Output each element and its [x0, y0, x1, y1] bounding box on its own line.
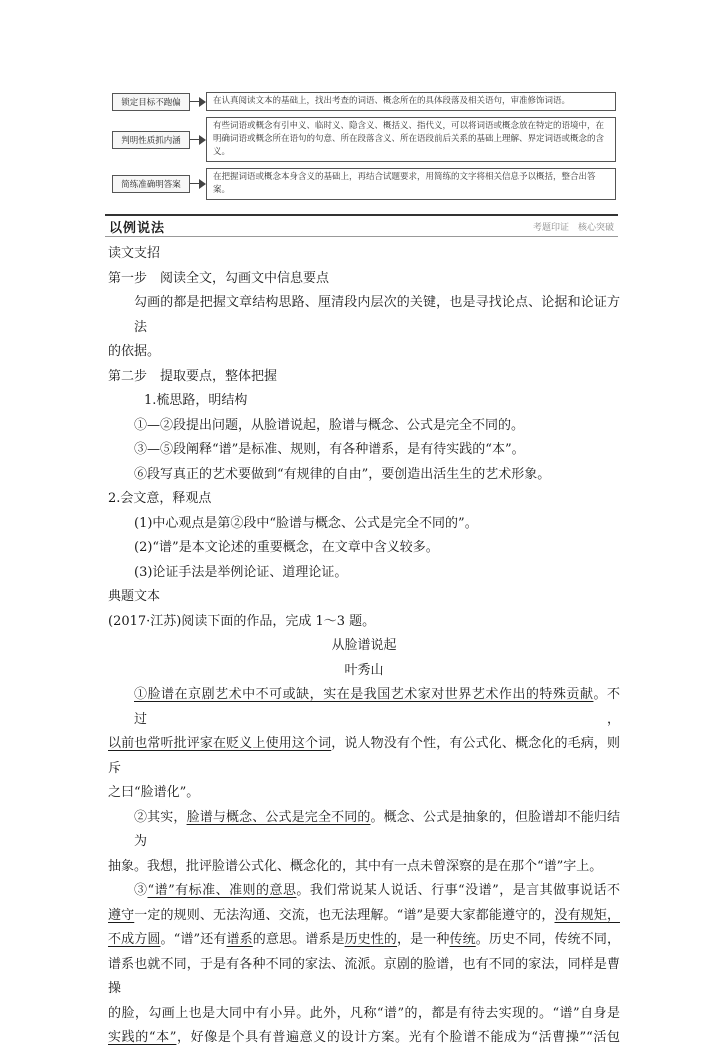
flow-row-2 — [112, 117, 616, 162]
paragraph-1: ①脸谱在京剧艺术中不可或缺，实在是我国艺术家对世界艺术作出的特殊贡献。不过， — [134, 687, 620, 727]
section-subtitle: 考题印证 核心突破 — [532, 223, 614, 233]
flow-label-3: 简练准确明答案 — [112, 175, 190, 193]
underlined-phrase: 实践的“本” — [108, 1030, 177, 1045]
underlined-phrase: 遵守 — [108, 907, 135, 923]
paragraph-2: ②其实，脸谱与概念、公式是完全不同的。概念、公式是抽象的，但脸谱却不能归结为 — [134, 809, 620, 849]
underlined-phrase: 不成方圆 — [108, 932, 161, 947]
underlined-phrase: 脸谱与概念、公式是完全不同的 — [186, 809, 371, 825]
heading-sample-text: 典题文本 — [108, 589, 161, 604]
paragraph-3-cont: 谱系也就不同，于是有各种不同的家法、流派。京剧的脸谱，也有不同的家法，同样是曹操 — [108, 956, 620, 996]
section-title: 以例说法 — [109, 221, 166, 236]
underlined-phrase: 谱系 — [226, 932, 253, 947]
point-1: 1.梳思路，明结构 — [144, 393, 248, 408]
section-header — [105, 214, 618, 237]
method-flowchart — [112, 92, 616, 200]
arrow-icon — [190, 179, 206, 189]
article-title: 从脸谱说起 — [331, 638, 397, 653]
flow-label-2: 判明性质抓内涵 — [112, 131, 190, 149]
point-1-c: ⑥段写真正的艺术要做到“有规律的自由”，要创造出活生生的艺术形象。 — [134, 466, 551, 482]
flow-desc-2: 有些词语或概念有引申义、临时义、隐含义、概括义、指代义，可以将词语或概念放在特定的语境中，在明确词语或概念所在语句的句意、所在段落含义、所在语段前后关系的基础上理解、界定词语或概念的含义。 — [206, 117, 616, 162]
step-one-text-cont: 的依据。 — [108, 344, 161, 359]
heading-reading-tips: 读文支招 — [108, 246, 161, 261]
paragraph-3: ③“谱”有标准、准则的意思。我们常说某人说话、行事“没谱”，是言其做事说话不 — [134, 883, 620, 898]
paragraph-3-cont: 不成方圆。“谱”还有谱系的意思。谱系是历史性的，是一种传统。历史不同，传统不同， — [108, 932, 620, 947]
paragraph-3-cont: 遵守一定的规则、无法沟通、交流，也无法理解。“谱”是要大家都能遵守的，没有规矩， — [108, 907, 620, 923]
arrow-icon — [190, 135, 206, 145]
body-text — [108, 242, 620, 1051]
underlined-phrase: 以前也常听批评家在贬义上使用这个词 — [108, 736, 332, 751]
flow-row-1 — [112, 92, 616, 111]
point-2-c: (3)论证手法是举例论证、道理论证。 — [134, 564, 348, 580]
exam-source: (2017·江苏)阅读下面的作品，完成 1～3 题。 — [108, 613, 376, 629]
underlined-phrase: 历史性的 — [344, 932, 398, 947]
underlined-phrase: “谱”有标准、准则的意思 — [147, 883, 297, 898]
paragraph-1-end: 之曰“脸谱化”。 — [108, 785, 200, 800]
underlined-phrase: 没有规矩， — [554, 907, 620, 923]
point-1-b: ③—⑤段阐释“谱”是标准、规则，有各种谱系，是有待实践的“本”。 — [134, 442, 525, 457]
flow-label-1: 锁定目标不跑偏 — [112, 93, 190, 111]
flow-desc-1: 在认真阅读文本的基础上，找出考查的词语、概念所在的具体段落及相关语句，审准修饰词语。 — [206, 92, 616, 111]
underlined-phrase: 传统 — [449, 932, 476, 947]
article-author: 叶秀山 — [344, 662, 384, 678]
paragraph-2-cont: 抽象。我想，批评脸谱公式化、概念化的，其中有一点未曾深察的是在那个“谱”字上。 — [108, 858, 603, 874]
arrow-icon — [190, 97, 206, 107]
step-two: 第二步 提取要点，整体把握 — [108, 368, 278, 384]
flow-row-3 — [112, 168, 616, 200]
point-2-a: (1)中心观点是第②段中“脸谱与概念、公式是完全不同的”。 — [134, 515, 478, 531]
underlined-phrase: ①脸谱在京剧艺术中不可或缺，实在是我国艺术家对世界艺术作出的特殊贡献 — [134, 687, 594, 702]
paragraph-3-cont: 实践的“本”，好像是个具有普遍意义的设计方案。光有个脸谱不能成为“活曹操”“活包 — [108, 1030, 620, 1045]
flow-desc-3: 在把握词语或概念本身含义的基础上，再结合试题要求，用简练的文字将相关信息予以概括，整合出答案。 — [206, 168, 616, 200]
step-one: 第一步 阅读全文，勾画文中信息要点 — [108, 270, 330, 286]
paragraph-3-cont: 的脸，勾画上也是大同中有小异。此外，凡称“谱”的，都是有待去实现的。“谱”自身是 — [108, 1005, 620, 1021]
point-1-a: ①—②段提出问题，从脸谱说起，脸谱与概念、公式是完全不同的。 — [134, 417, 525, 433]
step-one-text: 勾画的都是把握文章结构思路、厘清段内层次的关键，也是寻找论点、论据和论证方法 — [134, 295, 620, 335]
point-2: 2.会文意，释观点 — [108, 491, 212, 506]
point-2-b: (2)“谱”是本文论述的重要概念，在文章中含义较多。 — [134, 540, 439, 555]
paragraph-1-cont: 以前也常听批评家在贬义上使用这个词，说人物没有个性，有公式化、概念化的毛病，则斥 — [108, 736, 620, 776]
